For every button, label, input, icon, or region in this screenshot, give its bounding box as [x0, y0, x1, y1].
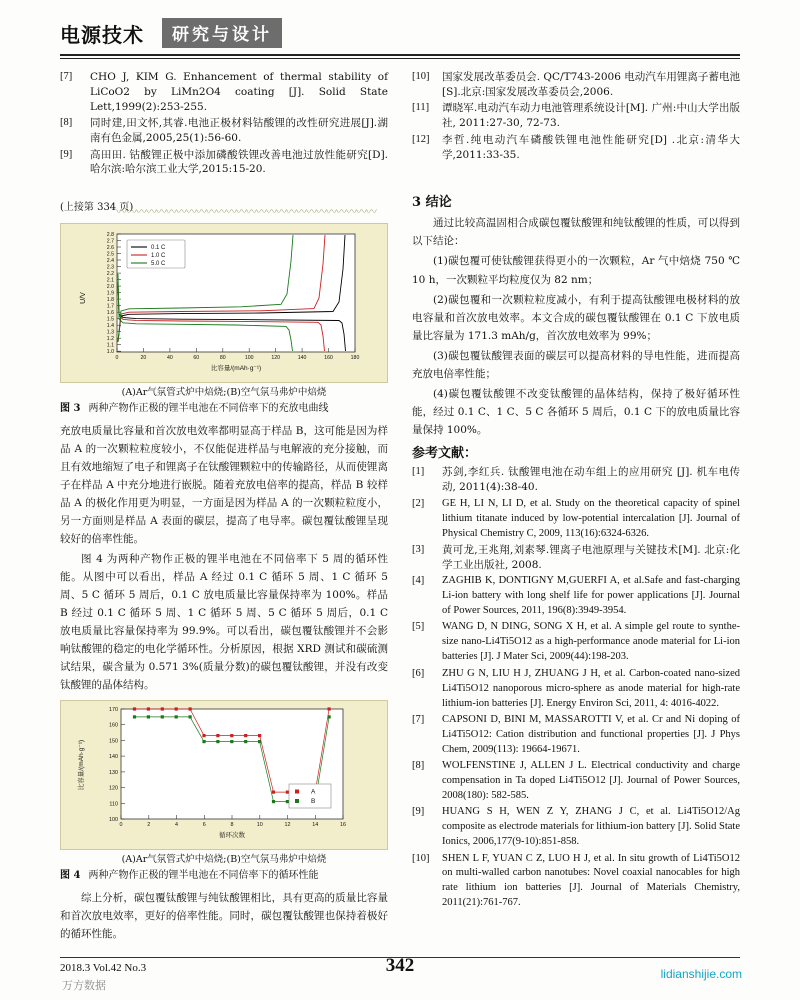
svg-text:8: 8	[230, 822, 234, 829]
figure-4-chart	[60, 700, 388, 850]
reference-number: [3]	[412, 543, 425, 555]
conclusion-intro: 通过比较高温固相合成碳包覆钛酸锂和纯钛酸锂的性质，可以得到以下结论：	[412, 217, 740, 248]
svg-text:1.9: 1.9	[106, 290, 114, 297]
svg-text:1.6: 1.6	[106, 310, 114, 317]
figure-4-caption	[60, 869, 388, 883]
list-item	[60, 70, 388, 115]
svg-text:170: 170	[109, 707, 118, 714]
svg-text:1.8: 1.8	[106, 297, 114, 304]
conclusion-item-2: (2)碳包覆和一次颗粒粒度减小，有利于提高钛酸锂电极材料的放电容量和首次放电效率。本文合成的碳包覆钛酸锂在 0.1 C 下放电质量比容量为 171.3 mAh/g，首次放电效率为 99%；	[412, 293, 740, 342]
list-item	[412, 543, 740, 573]
figure-3-subcaption: (A)Ar气氛管式炉中焙烧;(B)空气氛马弗炉中焙烧	[121, 387, 327, 399]
svg-text:2.7: 2.7	[106, 238, 114, 245]
list-item	[412, 713, 740, 758]
reference-number: [11]	[412, 102, 430, 114]
reference-text: 苏剑,李红兵. 钛酸锂电池在动车组上的应用研究 [J]. 机车电传动, 2011(4):38-40.	[442, 466, 740, 494]
svg-text:循环次数: 循环次数	[219, 832, 245, 840]
reference-number: [9]	[60, 148, 73, 160]
list-item	[60, 148, 388, 178]
journal-title: 电源技术	[60, 22, 144, 47]
reference-number: [7]	[60, 71, 73, 82]
figure-4-subcaption: (A)Ar气氛管式炉中焙烧;(B)空气氛马弗炉中焙烧	[121, 854, 327, 866]
reference-text: 高田田. 钴酸锂正极中添加磷酸铁锂改善电池过放性能研究[D].哈尔滨:哈尔滨工业大学,2015:15-20.	[90, 148, 388, 176]
header-rule-thick	[60, 54, 740, 56]
reference-text: ZAGHIB K, DONTIGNY M,GUERFI A, et al.Safe and fast-charging Li-ion battery with long shelf life for power applications [J]. Journal of Power Sources, 2011, 196(8):3949-3954.	[442, 575, 740, 617]
svg-text:12: 12	[284, 822, 291, 829]
svg-text:1.5: 1.5	[106, 316, 114, 323]
reference-text: GE H, LI N, LI D, et al. Study on the theoretical capacity of spinel lithium titanate induced by low-potential intercalation [J]. Journal of Physical Chemistry C, 2009, 113(16):6324-6326.	[442, 497, 740, 539]
svg-text:比容量/(mAh·g⁻¹): 比容量/(mAh·g⁻¹)	[78, 740, 85, 791]
svg-text:4: 4	[175, 822, 178, 829]
svg-text:1.3: 1.3	[106, 329, 114, 336]
figure-4-svg	[61, 701, 387, 849]
figure-3-caption-text: 两种产物作正极的锂半电池在不同倍率下的充放电曲线	[88, 402, 329, 414]
reference-list-continued	[412, 70, 740, 162]
svg-text:160: 160	[324, 355, 333, 362]
masthead	[60, 18, 740, 58]
svg-text:2.6: 2.6	[106, 245, 114, 252]
svg-text:16: 16	[340, 822, 346, 829]
conclusion-item-3: (3)碳包覆钛酸锂表面的碳层可以提高材料的导电性能，进而提高充放电倍率性能；	[412, 349, 740, 380]
reference-text: HUANG S H, WEN Z Y, ZHANG J C, et al. Li4Ti5O12/Ag composite as electrode materials for lithium-ion battery [J]. Solid State Ionics, 2006,177(9-10):851-858.	[442, 806, 741, 848]
svg-text:1.1: 1.1	[106, 342, 114, 349]
header-rule-thin	[60, 58, 740, 59]
list-item	[412, 574, 740, 619]
watermark: 万方数据	[62, 979, 106, 992]
body-paragraph-1: 充放电质量比容量和首次放电效率都明显高于样品 B，这可能是因为样品 A 的一次颗粒粒度较小，不仅能促进样品与电解液的充分接触，而且有效地缩短了电子和锂离子在钛酸锂颗粒中的传输路径，从而使锂离子在样品 A 中充分地进行嵌脱。随着充放电倍率的提高，样品 B 较样品 A 的极化作用更为明显，一方面是因为样品 A 的一次颗粒粒度小，另一方面则是样品 A 表面的碳层，提高了电导率。碳包覆钛酸锂呈现较好的倍率性能。	[60, 424, 388, 545]
svg-text:140: 140	[109, 754, 118, 761]
svg-text:比容量/(mAh·g⁻¹): 比容量/(mAh·g⁻¹)	[210, 365, 262, 373]
reference-text: ZHU G N, LIU H J, ZHUANG J H, et al. Carbon-coated nano-sized Li4Ti5O12 nanoporous micro-sphere as anode material for high-rate lithium-ion batteries [J]. Energy Environ Sci, 2011, 4: 4016-4022.	[442, 667, 740, 709]
body-paragraph-3: 综上分析，碳包覆钛酸锂与纯钛酸锂相比，具有更高的质量比容量和首次放电效率，更好的倍率性能。同时，碳包覆钛酸锂也保持着极好的循环性能。	[60, 892, 388, 941]
section-heading-references: 参考文献：	[412, 445, 478, 461]
svg-text:2.0: 2.0	[106, 284, 114, 291]
svg-text:120: 120	[271, 355, 281, 362]
figure-3-caption	[60, 402, 388, 416]
reference-text: WANG D, N DING, SONG X H, et al. A simple gel route to synthe-size nano-Li4Ti5O12 as a high-performance anode material for Li-ion batteries [J]. J Mater Sci, 2009(44):198-203.	[442, 621, 740, 663]
figure-3-label: 图 3	[60, 402, 81, 414]
svg-text:2: 2	[147, 822, 151, 829]
list-item	[412, 133, 740, 163]
reference-text: 国家发展改革委员会. QC/T743-2006 电动汽车用锂离子蓄电池[S].北京:国家发展改革委员会,2006.	[442, 71, 740, 98]
reference-number: [12]	[412, 133, 430, 145]
reference-number: [2]	[412, 497, 425, 509]
conclusion-item-4: (4)碳包覆钛酸锂不改变钛酸锂的晶体结构，保持了极好循环性能，经过 0.1 C、1 C、5 C 各循环 5 周后，0.1 C 下的放电质量比容量保持 100%。	[412, 387, 740, 436]
svg-text:14: 14	[312, 822, 319, 829]
svg-text:2.5: 2.5	[106, 251, 114, 258]
right-column	[412, 70, 740, 913]
list-item	[412, 805, 740, 850]
svg-text:5.0 C: 5.0 C	[151, 261, 166, 268]
reference-text: 谭晓军.电动汽车动力电池管理系统设计[M]. 广州:中山大学出版社, 2011:27-30, 72-73.	[442, 102, 740, 130]
reference-text: SHEN L F, YUAN C Z, LUO H J, et al. In situ growth of Li4Ti5O12 on multi-walled carbon nanotubes: Novel coaxial nanocables for high rate lithium ion batteries [J]. Journal of Materials Chemistry, 2011(21):761-767.	[442, 852, 740, 909]
svg-text:2.3: 2.3	[106, 264, 114, 271]
list-item	[412, 852, 740, 912]
svg-text:120: 120	[109, 786, 118, 793]
svg-text:0: 0	[115, 355, 119, 362]
svg-text:U/V: U/V	[80, 292, 87, 304]
reference-number: [4]	[412, 575, 425, 587]
body-paragraph-2: 图 4 为两种产物作正极的锂半电池在不同倍率下 5 周的循环性能。从图中可以看出，样品 A 经过 0.1 C 循环 5 周、1 C 循环 5 周、5 C 循环 5 周后，0.1 C 放电质量比容量保持率为 100%。样品 B 经过 0.1 C 循环 5 周、1 C 循环 5 周、5 C 循环 5 周后，0.1 C 放电质量比容量保持率为 99.9%。可以看出，碳包覆钛酸锂并不会影响钛酸锂的稳定的电化学循环性。分析原因，根据 XRD 测试和碳硫测试结果，碳含量为 0.571 3%(质量分数)的碳包覆钛酸锂，并没有改变钛酸锂的晶体结构。	[60, 553, 388, 692]
list-item	[412, 497, 740, 542]
list-item	[412, 759, 740, 804]
decorative-swirl: 〰〰〰〰〰〰〰〰〰〰〰〰〰〰〰〰〰〰〰〰〰〰〰〰〰〰	[116, 206, 376, 219]
reference-text: 李哲.纯电动汽车磷酸铁锂电池性能研究[D] .北京:清华大学,2011:33-35.	[442, 133, 740, 161]
svg-text:60: 60	[193, 355, 200, 362]
svg-text:0: 0	[119, 822, 123, 829]
reference-text: 同时建,田文怀,其睿.电池正极材料钴酸锂的改性研究进展[J].湖南有色金属,2005,25(1):56-60.	[90, 117, 388, 145]
reference-text: CAPSONI D, BINI M, MASSAROTTI V, et al. Cr and Ni doping of Li4Ti5O12: Cation distribution and functional properties [J]. J Phys Chem, 2009(113): 19664-19671.	[442, 713, 740, 755]
reference-text: 黄可龙,王兆翔,刘素琴.锂离子电池原理与关键技术[M]. 北京:化学工业出版社, 2008.	[442, 543, 740, 571]
reference-text: CHO J, KIM G. Enhancement of thermal stability of LiCoO2 by LiMn2O4 coating [J]. Solid State Lett,1999(2):253-255.	[90, 71, 388, 113]
svg-text:2.1: 2.1	[106, 277, 114, 284]
section-heading-conclusion: 3 结论	[412, 194, 452, 210]
section-label: 研究与设计	[162, 18, 282, 48]
reference-number: [10]	[412, 71, 430, 82]
list-item	[412, 465, 740, 495]
svg-text:2.2: 2.2	[106, 271, 114, 278]
footer-brand-link[interactable]: lidianshijie.com	[660, 967, 742, 981]
reference-number: [1]	[412, 466, 425, 478]
svg-text:100: 100	[109, 817, 118, 824]
svg-text:20: 20	[140, 355, 147, 362]
list-item	[60, 116, 388, 146]
svg-text:6: 6	[202, 822, 206, 829]
svg-text:80: 80	[219, 355, 226, 362]
page-number: 342	[385, 955, 415, 976]
left-column	[60, 70, 388, 945]
svg-text:1.0: 1.0	[106, 349, 114, 356]
svg-text:130: 130	[109, 770, 118, 777]
reference-list-top	[60, 70, 388, 177]
reference-number: [9]	[412, 806, 425, 818]
continued-from-note: (上接第 334 页)	[60, 201, 134, 213]
figure-3-svg	[61, 224, 387, 382]
footer-issue: 2018.3 Vol.42 No.3	[60, 962, 147, 974]
svg-text:1.4: 1.4	[106, 323, 114, 330]
reference-number: [6]	[412, 667, 425, 679]
svg-text:2.4: 2.4	[106, 258, 114, 265]
list-item	[412, 101, 740, 131]
svg-text:0.1 C: 0.1 C	[151, 245, 166, 252]
reference-number: [8]	[60, 117, 73, 129]
svg-text:100: 100	[244, 355, 254, 362]
figure-4-label: 图 4	[60, 869, 81, 881]
reference-text: WOLFENSTINE J, ALLEN J L. Electrical conductivity and charge compensation in Ta doped Li4Ti5O12 [J]. Journal of Power Sources, 2008(180): 582-585.	[442, 760, 740, 801]
svg-text:1.2: 1.2	[106, 336, 114, 343]
figure-3-chart	[60, 223, 388, 383]
svg-text:1.0 C: 1.0 C	[151, 253, 166, 260]
conclusion-item-1: (1)碳包覆可使钛酸锂获得更小的一次颗粒，Ar 气中焙烧 750 ℃ 10 h，一次颗粒平均粒度仅为 82 nm；	[412, 255, 740, 286]
svg-text:10: 10	[256, 822, 263, 829]
figure-4-caption-text: 两种产物作正极的锂半电池在不同倍率下的循环性能	[88, 869, 319, 881]
reference-number: [5]	[412, 621, 425, 633]
svg-text:140: 140	[297, 355, 307, 362]
svg-text:110: 110	[109, 801, 118, 808]
reference-number: [8]	[412, 760, 425, 772]
svg-text:2.8: 2.8	[106, 232, 114, 239]
svg-text:A: A	[311, 788, 316, 796]
reference-number: [10]	[412, 852, 430, 864]
list-item	[412, 70, 740, 100]
svg-text:180: 180	[350, 355, 360, 362]
svg-text:160: 160	[109, 723, 118, 730]
list-item	[412, 667, 740, 712]
svg-text:B: B	[311, 798, 316, 806]
reference-list	[412, 465, 740, 911]
reference-number: [7]	[412, 713, 425, 725]
svg-text:150: 150	[109, 738, 118, 745]
svg-text:40: 40	[167, 355, 173, 362]
svg-text:1.7: 1.7	[106, 303, 114, 310]
list-item	[412, 620, 740, 665]
